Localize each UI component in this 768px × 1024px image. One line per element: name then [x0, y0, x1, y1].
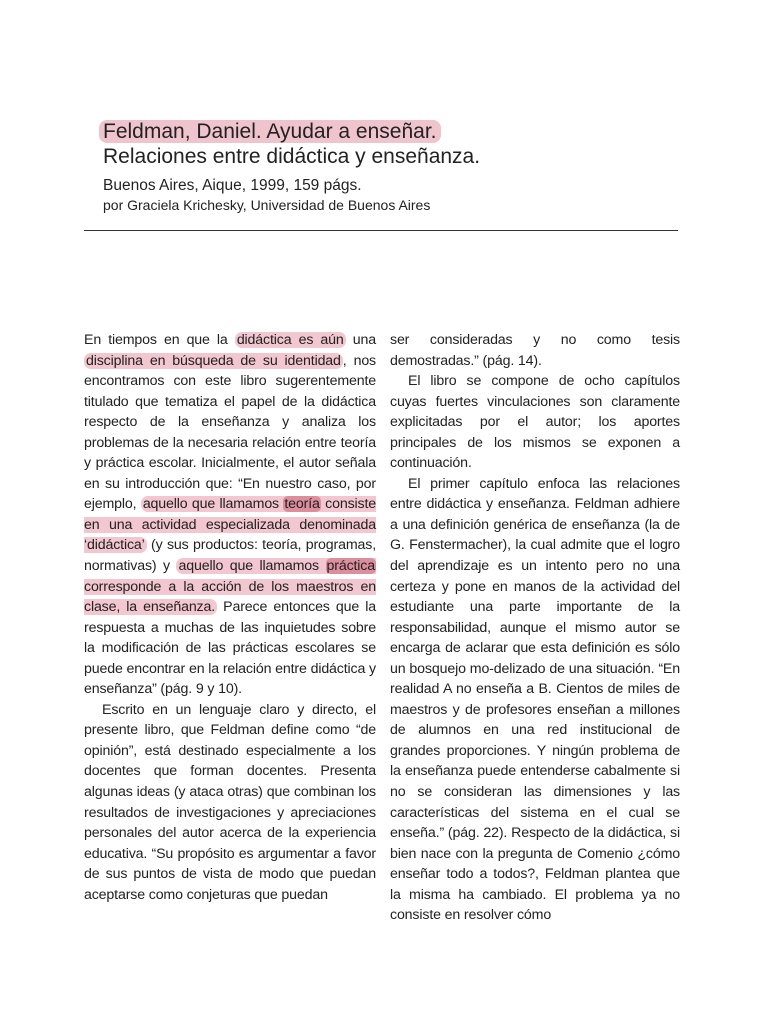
book-subtitle: Relaciones entre didáctica y enseñanza. [103, 145, 481, 168]
text-run: Parece entonces que la respuesta a muchas de las inquietudes sobre la modificación de las prácticas escolares se puede encontrar en la relación entre didáctica y enseñanza” (pág. 9 y 10). [84, 599, 376, 698]
text-run: En tiempos en que la [84, 332, 235, 348]
text-run: (y sus productos: teoría, programas, normativas) y [84, 537, 376, 575]
paragraph: ser consideradas y no como tesis demostradas.” (pág. 14). [390, 332, 680, 369]
paragraph: El primer capítulo enfoca las relaciones entre didáctica y enseñanza. Feldman adhiere a una definición genérica de enseñanza (la de G. Fenstermacher), la cual admite que el logro del aprendizaje es un intento pero no una certeza y pone en manos de la actividad del estudiante una parte importante de la responsabilidad, aunque el mismo autor se encarga de aclarar que esta definición es sólo un bosquejo mo-delizado de una situación. “En realidad A no enseña a B. Cientos de miles de maestros y de profesores enseñan a millones de alumnos en una red institucional de grandes proporciones. Y ningún problema de la enseñanza puede entenderse cabalmente si no se consideran las dimensiones y las características del sistema en el cual se enseña.” (pág. 22). Respecto de la didáctica, si bien nace con la pregunta de Comenio ¿cómo enseñar todo a todos?, Feldman plantea que la misma ha cambiado. El problema ya no consiste en resolver cómo [390, 475, 680, 924]
title-highlight: Feldman, Daniel. Ayudar a enseñar. [99, 120, 441, 143]
highlight: disciplina en búsqueda de su identidad [86, 352, 341, 369]
reviewer-credit: por Graciela Krichesky, Universidad de Buenos Aires [103, 197, 431, 213]
text-run: aquello que llamamos [178, 558, 326, 575]
paragraph: El libro se compone de ocho capítulos cuyas fuertes vinculaciones son claramente explicitadas por el autor; los aportes principales de los mismos se exponen a continuación. [390, 373, 680, 472]
highlight: didáctica es aún [236, 332, 344, 348]
text-run: corresponde a la acción de los maestros en clase, la enseñanza. [84, 578, 376, 616]
left-column [84, 330, 376, 905]
paragraph [84, 330, 376, 700]
right-column [390, 330, 680, 926]
text-run: consiste en una actividad especializada denominada ‘didáctica’ [84, 496, 377, 554]
strong-highlight: práctica [326, 558, 375, 575]
book-title [103, 119, 703, 144]
text-run: aquello que llamamos [142, 496, 284, 513]
text-run: una [345, 332, 376, 348]
article-header [103, 119, 703, 215]
header-divider [84, 230, 678, 231]
paragraph: Escrito en un lenguaje claro y directo, el presente libro, que Feldman define como “de opinión”, está destinado especialmente a los docentes que forman docentes. Presenta algunas ideas (y ataca otras) que combinan los resultados de investigaciones y apreciaciones personales del autor acerca de la experiencia educativa. “Su propósito es argumentar a favor de sus puntos de vista de modo que puedan aceptarse como conjeturas que puedan [84, 701, 376, 903]
text-run: , nos encontramos con este libro sugerentemente titulado que tematiza el papel de la didáctica respecto de la enseñanza y analiza los problemas de la necesaria relación entre teoría y práctica escolar. Inicialmente, el autor señala en su introducción que: “En nuestro caso, por ejemplo, [84, 352, 376, 513]
strong-highlight: teoría [284, 496, 320, 513]
publication-info: Buenos Aires, Aique, 1999, 159 págs. [103, 177, 362, 194]
